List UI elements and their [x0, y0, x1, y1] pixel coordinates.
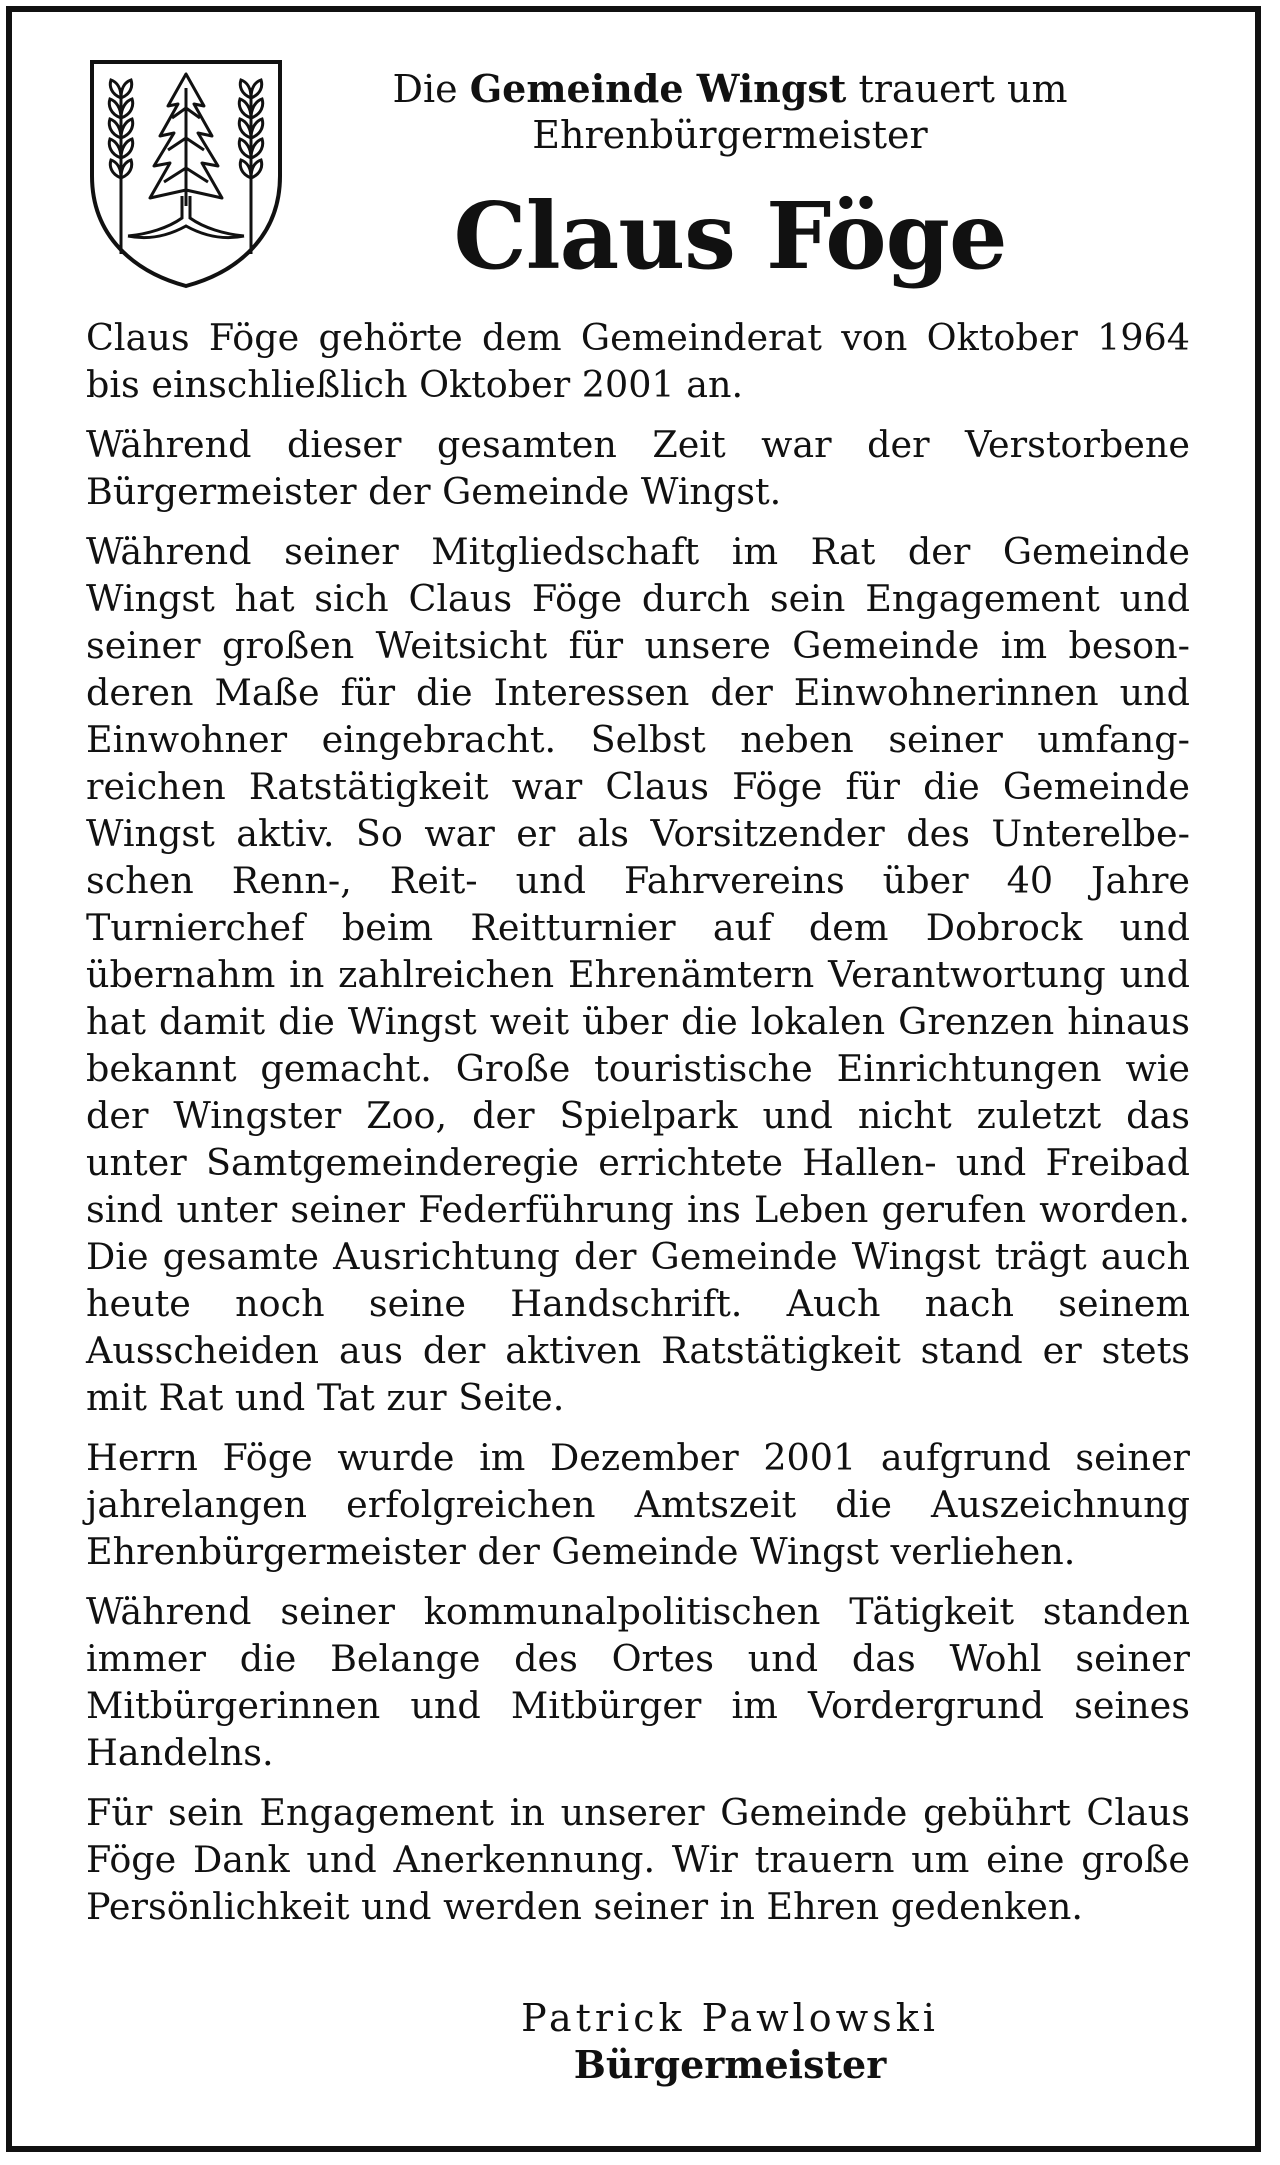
- paragraph: Während seiner kommunalpolitischen Tätigkeit standen immer die Belange des Ortes und das Wohl seiner Mitbürgerinnen und Mitbürger im Vordergrund seines Handelns.: [86, 1590, 1190, 1774]
- header-title: Ehrenbürgermeister: [532, 113, 928, 157]
- deceased-name: Claus Föge: [453, 182, 1007, 290]
- paragraph: Während seiner Mitgliedschaft im Rat der Gemeinde Wingst hat sich Claus Föge durch sein Engagement und seiner großen Weitsicht für unsere Gemeinde im besonderen Maße für die Interessen der Einwohnerinnen und Einwohner eingebracht. Selbst neben seiner umfangreichen Ratstätigkeit war Claus Föge für die Gemeinde Wingst aktiv. So war er als Vorsitzender des Unterelbeschen Renn-, Reit- und Fahrvereins über 40 Jahre Turnierchef beim Reitturnier auf dem Dobrock und übernahm in zahlreichen Ehrenämtern Verantwortung und hat damit die Wingst weit über die lokalen Grenzen hinaus bekannt gemacht. Große touristische Einrichtungen wie der Wingster Zoo, der Spielpark und nicht zuletzt das unter Samtgemeinderegie errichtete Hallen- und Freibad sind unter seiner Federführung ins Leben gerufen worden. Die gesamte Ausrichtung der Gemeinde Wingst trägt auch heute noch seine Handschrift. Auch nach seinem Ausscheiden aus der aktiven Ratstätigkeit stand er stets mit Rat und Tat zur Seite.: [86, 530, 1190, 1419]
- header-announcement: [330, 66, 1130, 112]
- paragraph: Während dieser gesamten Zeit war der Verstorbene Bürgermeister der Gemeinde Wingst.: [86, 423, 1190, 513]
- obituary-body: [86, 314, 1190, 1943]
- signature-role: Bürgermeister: [573, 2042, 887, 2087]
- signature-name: Patrick Pawlowski: [521, 1996, 939, 2040]
- paragraph: Für sein Engagement in unserer Gemeinde gebührt Claus Föge Dank und Anerkennung. Wir trauern um eine große Persönlichkeit und werden seiner in Ehren gedenken.: [86, 1791, 1190, 1928]
- coat-of-arms-icon: [88, 58, 284, 290]
- paragraph: Claus Föge gehörte dem Gemeinderat von Oktober 1964 bis einschließlich Oktober 2001 an.: [86, 316, 1190, 406]
- header-organization: Gemeinde Wingst: [469, 66, 847, 111]
- header-prefix: Die: [392, 67, 458, 111]
- paragraph: Herrn Föge wurde im Dezember 2001 aufgrund seiner jahrelangen erfolgreichen Amtszeit die Auszeichnung Ehrenbürgermeister der Gemeinde Wingst verliehen.: [86, 1436, 1190, 1573]
- header-suffix: trauert um: [858, 67, 1068, 111]
